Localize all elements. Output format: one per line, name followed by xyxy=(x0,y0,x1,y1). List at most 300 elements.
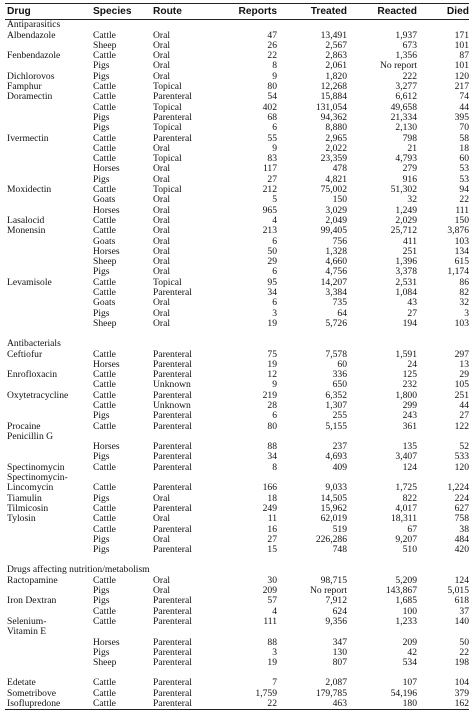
cell-route: Oral xyxy=(153,492,171,504)
cell-drug xyxy=(5,442,93,452)
cell-species: Pigs xyxy=(93,585,110,597)
cell-reports: 6 xyxy=(272,122,277,134)
cell-route: Oral xyxy=(153,39,171,51)
cell-reacted: 6,612 xyxy=(395,91,417,103)
cell-species: Pigs xyxy=(93,646,110,658)
cell-reacted: 251 xyxy=(402,245,417,257)
cell-route: Oral xyxy=(153,513,171,525)
cell-species: Cattle xyxy=(93,225,116,237)
cell-died: 615 xyxy=(454,256,469,268)
cell-route: Parenteral xyxy=(153,420,192,432)
cell-died: 50 xyxy=(459,636,469,648)
cell-treated: 15,884 xyxy=(320,91,347,103)
cell-drug xyxy=(5,257,93,267)
table-row xyxy=(5,432,469,442)
cell-reports: 95 xyxy=(267,276,277,288)
cell-drug: Tilmicosin xyxy=(7,502,49,514)
cell-species: Horses xyxy=(93,358,120,370)
cell-drug xyxy=(5,144,93,154)
cell-reports: 18 xyxy=(267,492,277,504)
table-row xyxy=(5,360,469,370)
cell-species: Pigs xyxy=(93,595,110,607)
cell-drug: Famphur xyxy=(7,81,42,93)
cell-reports: 55 xyxy=(267,132,277,144)
cell-species: Cattle xyxy=(93,523,116,535)
cell-species: Cattle xyxy=(93,615,116,627)
cell-died: 38 xyxy=(459,523,469,535)
cell-reacted: 5,209 xyxy=(395,574,417,586)
cell-treated: 12,268 xyxy=(320,81,347,93)
cell-died: 13 xyxy=(459,358,469,370)
cell-species: Pigs xyxy=(93,70,110,82)
table-row xyxy=(5,309,469,319)
cell-reacted: 411 xyxy=(402,235,417,247)
table-row xyxy=(5,617,469,627)
cell-reports: 57 xyxy=(267,595,277,607)
section-spacer xyxy=(5,668,469,678)
cell-reports: 83 xyxy=(267,153,277,165)
cell-reacted xyxy=(347,627,417,637)
cell-reports: 7 xyxy=(272,677,277,689)
cell-treated: 347 xyxy=(332,636,347,648)
cell-reports: 9 xyxy=(272,379,277,391)
cell-species: Pigs xyxy=(93,266,110,278)
column-header-died: Died xyxy=(417,4,469,20)
cell-reports: 3 xyxy=(272,307,277,319)
table-row xyxy=(5,237,469,247)
cell-route: Parenteral xyxy=(153,348,192,360)
cell-died: 29 xyxy=(459,369,469,381)
cell-treated: 463 xyxy=(277,699,347,710)
cell-treated: 2,087 xyxy=(325,677,347,689)
cell-reacted: 222 xyxy=(402,70,417,82)
cell-died: 74 xyxy=(459,91,469,103)
table-row xyxy=(5,422,469,432)
drug-adverse-reaction-table-page xyxy=(5,3,469,710)
section-title-row xyxy=(5,339,469,349)
cell-reports: 6 xyxy=(272,266,277,278)
table-row xyxy=(5,452,469,462)
section-title: Antibacterials xyxy=(7,338,61,350)
cell-route: Parenteral xyxy=(153,502,192,514)
cell-died: 101 xyxy=(454,60,469,72)
table-row xyxy=(5,298,469,308)
cell-reacted: 25,712 xyxy=(390,225,417,237)
cell-reacted: 18,311 xyxy=(390,513,417,525)
cell-treated: 131,054 xyxy=(315,101,347,113)
table-row xyxy=(5,391,469,401)
cell-route: Parenteral xyxy=(153,595,192,607)
cell-drug xyxy=(5,401,93,411)
cell-died: 52 xyxy=(459,441,469,453)
cell-drug: Ivermectin xyxy=(7,132,49,144)
cell-species: Pigs xyxy=(93,533,110,545)
cell-drug: Lincomycin xyxy=(7,482,54,494)
table-row xyxy=(5,596,469,606)
cell-drug: Vitamin E xyxy=(7,626,47,638)
cell-drug xyxy=(5,638,93,648)
cell-drug: Sometribove xyxy=(7,687,57,699)
section-title: Antiparasitics xyxy=(7,19,61,31)
cell-route: Parenteral xyxy=(153,646,192,658)
cell-treated: 1,328 xyxy=(325,245,347,257)
cell-reacted: 2,130 xyxy=(395,122,417,134)
cell-species: Cattle xyxy=(93,677,116,689)
cell-reacted: 209 xyxy=(402,636,417,648)
cell-route: Topical xyxy=(153,122,182,134)
cell-route: Parenteral xyxy=(153,699,213,710)
cell-reports: 8 xyxy=(272,60,277,72)
cell-route: Oral xyxy=(153,235,171,247)
cell-died: 379 xyxy=(454,687,469,699)
cell-reacted: 9,207 xyxy=(395,533,417,545)
cell-died: 53 xyxy=(459,173,469,185)
cell-died: 3,876 xyxy=(447,225,469,237)
cell-route: Oral xyxy=(153,585,171,597)
cell-reports: 117 xyxy=(262,163,277,175)
cell-species: Sheep xyxy=(93,256,117,268)
cell-reacted: 194 xyxy=(402,317,417,329)
cell-reports xyxy=(213,627,277,637)
cell-species: Cattle xyxy=(93,287,116,299)
cell-died: 104 xyxy=(454,677,469,689)
cell-species: Goats xyxy=(93,297,116,309)
cell-died: 251 xyxy=(454,389,469,401)
cell-died: 111 xyxy=(455,204,469,216)
cell-treated: 60 xyxy=(337,358,347,370)
cell-died: 70 xyxy=(459,122,469,134)
cell-reports: 34 xyxy=(267,287,277,299)
cell-reports: 6 xyxy=(272,410,277,422)
cell-reacted: 21 xyxy=(407,142,417,154)
cell-drug xyxy=(5,195,93,205)
cell-reports: 5 xyxy=(272,194,277,206)
cell-reports: 209 xyxy=(262,585,277,597)
cell-species: Cattle xyxy=(93,369,116,381)
cell-treated: 226,286 xyxy=(315,533,347,545)
cell-species: Pigs xyxy=(93,451,110,463)
cell-drug xyxy=(5,237,93,247)
cell-died: 150 xyxy=(454,214,469,226)
table-row xyxy=(5,699,469,710)
cell-reports: 8 xyxy=(272,461,277,473)
cell-route: Parenteral xyxy=(153,369,192,381)
cell-treated: 13,491 xyxy=(320,29,347,41)
cell-route: Parenteral xyxy=(153,91,192,103)
cell-reacted: 1,685 xyxy=(395,595,417,607)
cell-reacted: 54,196 xyxy=(390,687,417,699)
cell-reacted: 1,591 xyxy=(395,348,417,360)
cell-died: 198 xyxy=(454,657,469,669)
table-row xyxy=(5,123,469,133)
cell-died: 27 xyxy=(459,410,469,422)
cell-reports: 28 xyxy=(267,399,277,411)
cell-died: 94 xyxy=(459,184,469,196)
table-row xyxy=(5,288,469,298)
cell-treated: 15,962 xyxy=(320,502,347,514)
cell-reacted: 1,937 xyxy=(395,29,417,41)
column-header-species: Species xyxy=(93,4,153,20)
cell-died: 44 xyxy=(459,101,469,113)
cell-treated: 2,965 xyxy=(325,132,347,144)
section-title: Drugs affecting nutrition/metabolism xyxy=(7,564,150,576)
cell-treated: 4,756 xyxy=(325,266,347,278)
cell-route: Parenteral xyxy=(153,410,192,422)
cell-reports: 402 xyxy=(262,101,277,113)
cell-treated: 4,693 xyxy=(325,451,347,463)
table-row xyxy=(5,226,469,236)
cell-route: Oral xyxy=(153,245,171,257)
cell-species: Sheep xyxy=(93,317,117,329)
cell-reports: 166 xyxy=(262,482,277,494)
cell-route: Oral xyxy=(153,173,171,185)
cell-reacted: 180 xyxy=(347,699,417,710)
cell-treated: 8,880 xyxy=(325,122,347,134)
cell-died: 758 xyxy=(454,513,469,525)
cell-route: Parenteral xyxy=(153,677,192,689)
cell-species: Cattle xyxy=(93,91,116,103)
cell-reports: 22 xyxy=(213,699,277,710)
cell-died: 3 xyxy=(464,307,469,319)
cell-reports: 80 xyxy=(267,81,277,93)
cell-died: 120 xyxy=(454,461,469,473)
cell-route: Parenteral xyxy=(153,523,192,535)
cell-treated xyxy=(277,627,347,637)
cell-drug xyxy=(5,658,93,668)
column-header-treated: Treated xyxy=(277,4,347,20)
cell-drug xyxy=(5,525,93,535)
table-body xyxy=(5,20,469,710)
cell-route: Oral xyxy=(153,533,171,545)
cell-route: Parenteral xyxy=(153,461,192,473)
cell-treated: 94,362 xyxy=(320,111,347,123)
cell-species: Horses xyxy=(93,163,120,175)
cell-reports: 34 xyxy=(267,451,277,463)
cell-reacted: 243 xyxy=(402,410,417,422)
cell-species: Cattle xyxy=(93,389,116,401)
cell-treated: 99,405 xyxy=(320,225,347,237)
cell-treated: 7,912 xyxy=(325,595,347,607)
cell-reacted: 24 xyxy=(407,358,417,370)
cell-treated: 519 xyxy=(332,523,347,535)
cell-reports: 9 xyxy=(272,70,277,82)
cell-species: Horses xyxy=(93,636,120,648)
cell-species: Cattle xyxy=(93,574,116,586)
cell-drug: Fenbendazole xyxy=(7,50,61,62)
cell-route: Parenteral xyxy=(153,615,192,627)
cell-died: 134 xyxy=(454,245,469,257)
cell-reports: 6 xyxy=(272,235,277,247)
table-row xyxy=(5,648,469,658)
cell-route: Oral xyxy=(153,142,171,154)
cell-reacted: 1,800 xyxy=(395,389,417,401)
cell-reports: 15 xyxy=(267,544,277,556)
cell-died: 82 xyxy=(459,287,469,299)
cell-species: Sheep xyxy=(93,39,117,51)
cell-reacted: 27 xyxy=(407,307,417,319)
cell-died: 217 xyxy=(454,81,469,93)
cell-reacted: 4,017 xyxy=(395,502,417,514)
cell-drug: Ractopamine xyxy=(7,574,58,586)
cell-reports: 4 xyxy=(272,214,277,226)
cell-reacted: 49,658 xyxy=(390,101,417,113)
cell-species: Pigs xyxy=(93,410,110,422)
cell-treated: 2,061 xyxy=(325,60,347,72)
cell-species: Cattle xyxy=(93,50,116,62)
cell-treated: 3,029 xyxy=(325,204,347,216)
cell-drug: Levamisole xyxy=(7,276,52,288)
cell-drug xyxy=(5,319,93,329)
cell-reacted: 125 xyxy=(402,369,417,381)
cell-drug: Moxidectin xyxy=(7,184,52,196)
cell-reports: 19 xyxy=(267,317,277,329)
cell-drug: Penicillin G xyxy=(7,430,54,442)
cell-treated: 409 xyxy=(332,461,347,473)
cell-treated: 14,207 xyxy=(320,276,347,288)
cell-treated: 748 xyxy=(332,544,347,556)
cell-species: Sheep xyxy=(93,657,117,669)
cell-reacted: 4,793 xyxy=(395,153,417,165)
cell-route: Oral xyxy=(153,60,171,72)
column-header-reports: Reports xyxy=(213,4,277,20)
table-row xyxy=(5,658,469,668)
section-title-row xyxy=(5,20,469,31)
cell-reacted: 1,249 xyxy=(395,204,417,216)
cell-reports: 212 xyxy=(262,184,277,196)
cell-died: 53 xyxy=(459,163,469,175)
cell-route: Parenteral xyxy=(153,389,192,401)
cell-died: 1,224 xyxy=(447,482,469,494)
cell-drug xyxy=(5,247,93,257)
cell-reacted: 43 xyxy=(407,297,417,309)
cell-route: Oral xyxy=(153,70,171,82)
cell-route: Parenteral xyxy=(153,358,192,370)
cell-drug: Monensin xyxy=(7,225,46,237)
cell-died: 484 xyxy=(454,533,469,545)
cell-reacted: 1,356 xyxy=(395,50,417,62)
cell-reports: 68 xyxy=(267,111,277,123)
cell-drug: Oxytetracycline xyxy=(7,389,69,401)
cell-reports: 965 xyxy=(262,204,277,216)
cell-drug xyxy=(5,288,93,298)
table-row xyxy=(5,401,469,411)
cell-treated: 75,002 xyxy=(320,184,347,196)
cell-treated: 5,726 xyxy=(325,317,347,329)
cell-treated: 478 xyxy=(332,163,347,175)
cell-treated: 1,307 xyxy=(325,399,347,411)
table-row xyxy=(5,411,469,421)
cell-species: Cattle xyxy=(93,482,116,494)
cell-species: Cattle xyxy=(93,399,116,411)
table-row xyxy=(5,535,469,545)
cell-reacted: 299 xyxy=(402,399,417,411)
cell-route: Parenteral xyxy=(153,636,192,648)
column-header-route: Route xyxy=(153,4,213,20)
cell-species: Cattle xyxy=(93,184,116,196)
cell-reports: 9 xyxy=(272,142,277,154)
cell-reacted: 143,867 xyxy=(385,585,417,597)
cell-route: Oral xyxy=(153,163,171,175)
cell-reacted: 798 xyxy=(402,132,417,144)
cell-treated: 735 xyxy=(332,297,347,309)
cell-species: Cattle xyxy=(93,513,116,525)
cell-reacted: 2,531 xyxy=(395,276,417,288)
cell-species: Goats xyxy=(93,235,116,247)
cell-reports: 19 xyxy=(267,657,277,669)
cell-died: 618 xyxy=(454,595,469,607)
cell-species: Cattle xyxy=(93,420,116,432)
cell-reacted: 3,407 xyxy=(395,451,417,463)
cell-species: Cattle xyxy=(93,81,116,93)
cell-reacted: 916 xyxy=(402,173,417,185)
cell-route: Oral xyxy=(153,297,171,309)
cell-drug xyxy=(5,164,93,174)
cell-route: Parenteral xyxy=(153,605,192,617)
cell-reports: 26 xyxy=(267,39,277,51)
cell-died: 37 xyxy=(459,605,469,617)
cell-reacted: 510 xyxy=(402,544,417,556)
cell-reacted: 1,084 xyxy=(395,287,417,299)
cell-treated: 4,660 xyxy=(325,256,347,268)
cell-route: Parenteral xyxy=(153,687,192,699)
table-row xyxy=(5,350,469,360)
cell-species: Cattle xyxy=(93,379,116,391)
cell-reacted: 3,378 xyxy=(395,266,417,278)
cell-treated: 23,359 xyxy=(320,153,347,165)
table-row xyxy=(5,154,469,164)
cell-reacted: No report xyxy=(379,60,417,72)
cell-drug xyxy=(5,545,93,555)
cell-route: Oral xyxy=(153,204,171,216)
cell-died: 105 xyxy=(454,379,469,391)
cell-reacted: 232 xyxy=(402,379,417,391)
cell-species: Cattle xyxy=(93,348,116,360)
cell-route: Parenteral xyxy=(153,132,192,144)
cell-species: Pigs xyxy=(93,307,110,319)
cell-died: 87 xyxy=(459,50,469,62)
cell-drug: Edetate xyxy=(7,677,36,689)
cell-drug xyxy=(5,154,93,164)
cell-drug xyxy=(5,309,93,319)
cell-died xyxy=(417,627,469,637)
cell-drug xyxy=(5,113,93,123)
cell-treated: 7,578 xyxy=(325,348,347,360)
cell-died: 224 xyxy=(454,492,469,504)
cell-species: Pigs xyxy=(93,60,110,72)
cell-reacted: 21,334 xyxy=(390,111,417,123)
table-row xyxy=(5,638,469,648)
cell-drug xyxy=(5,648,93,658)
cell-species: Pigs xyxy=(93,111,110,123)
cell-treated: 650 xyxy=(332,379,347,391)
table-row xyxy=(5,61,469,71)
cell-died: 101 xyxy=(454,39,469,51)
cell-drug: Isoflupredone xyxy=(5,699,93,710)
cell-reacted: 51,302 xyxy=(390,184,417,196)
cell-died: 162 xyxy=(417,699,469,710)
cell-route: Oral xyxy=(153,29,171,41)
cell-species: Cattle xyxy=(93,101,116,113)
cell-died: 86 xyxy=(459,276,469,288)
cell-reacted: 822 xyxy=(402,492,417,504)
cell-reports: 75 xyxy=(267,348,277,360)
cell-reports: 27 xyxy=(267,173,277,185)
cell-treated: 336 xyxy=(332,369,347,381)
cell-treated: 237 xyxy=(332,441,347,453)
table-row xyxy=(5,185,469,195)
cell-drug: Selenium- xyxy=(7,615,47,627)
cell-drug: Tylosin xyxy=(7,513,36,525)
